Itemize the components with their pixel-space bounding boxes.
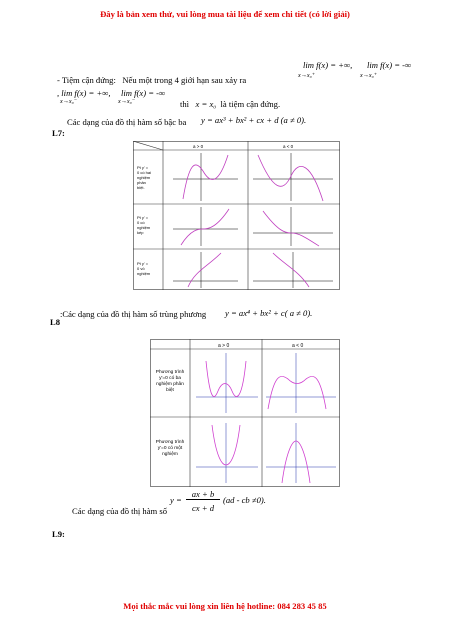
- l8-text: :Các dạng của đồ thị hàm số trùng phương: [60, 309, 207, 319]
- lim-3: , lim f(x) = +∞,: [57, 88, 111, 98]
- l8-label: L8: [50, 317, 61, 327]
- asymptote-lead: [57, 75, 246, 85]
- lim-3-sub: x→x₀⁻: [60, 98, 78, 105]
- quartic-row-1-label: Phương trình y'=0 có ba nghiệm phân biệt: [155, 370, 185, 393]
- lim-2-sub: x→x₀⁺: [360, 72, 378, 79]
- quartic-curve-2: [268, 376, 326, 409]
- cubic-curve-5: [188, 253, 221, 287]
- cubic-curve-6: [273, 253, 309, 287]
- l8-formula: y = ax⁴ + bx² + c( a ≠ 0).: [225, 308, 313, 318]
- l9-condition: (ad - cb ≠0).: [223, 495, 266, 505]
- l7-formula: y = ax³ + bx² + cx + d (a ≠ 0).: [201, 115, 307, 125]
- l9-numerator: ax + b: [186, 489, 220, 500]
- quartic-header-pos: a > 0: [218, 343, 230, 349]
- preview-banner: Đây là bản xem thử, vui lòng mua tài liệu để xem chi tiết (có lời giải): [100, 9, 350, 19]
- then-text: thì: [180, 99, 190, 109]
- l7-text: Các dạng của đồ thị hàm số bậc ba: [67, 117, 187, 127]
- lim-4: lim f(x) = -∞: [121, 88, 166, 98]
- x-equals-x0: x = x₀: [195, 99, 217, 109]
- cubic-header-pos: a > 0: [193, 144, 204, 149]
- quartic-graph-table: [150, 339, 340, 487]
- lim-1-sub: x→x₀⁺: [298, 72, 316, 79]
- cubic-header-neg: a < 0: [283, 144, 294, 149]
- lim-4-sub: x→x₀⁻: [118, 98, 136, 105]
- cubic-row-1-label: Pt y' = 0 có hai nghiệm phân biệt.: [137, 165, 152, 190]
- quartic-header-neg: a < 0: [292, 343, 304, 349]
- l9-label: L9:: [52, 529, 65, 539]
- cubic-curve-1: [183, 155, 228, 199]
- asymptote-lead-text: - Tiệm cận đứng:: [57, 75, 116, 85]
- cubic-curve-3: [181, 209, 229, 245]
- cubic-curve-2: [258, 155, 323, 201]
- quartic-row-2-label: Phương trình y'=0 có một nghiệm: [155, 440, 185, 457]
- l9-lhs: y =: [170, 495, 182, 505]
- cubic-row-3-label: Pt y' = 0 vô nghiệm: [137, 261, 151, 276]
- asymptote-phrase: Nếu một trong 4 giới hạn sau xảy ra: [122, 75, 247, 85]
- l9-denominator: cx + d: [191, 503, 215, 513]
- lim-1-text: lim f(x) = +∞,: [303, 60, 353, 70]
- lim-2: lim f(x) = -∞: [367, 60, 412, 70]
- asymptote-then: [180, 99, 280, 109]
- conclusion-text: là tiệm cận đứng.: [220, 99, 281, 109]
- l9-text: Các dạng của đồ thị hàm số: [72, 506, 167, 516]
- lim-1: [303, 60, 352, 70]
- l7-label: L7:: [52, 128, 65, 138]
- cubic-row-2-label: Pt y' = 0 có nghiệm kép: [137, 215, 151, 235]
- footer-hotline: Mọi thắc mắc vui lòng xin liên hệ hotline: 084 283 45 85: [123, 601, 327, 611]
- cubic-graph-table: [133, 141, 340, 291]
